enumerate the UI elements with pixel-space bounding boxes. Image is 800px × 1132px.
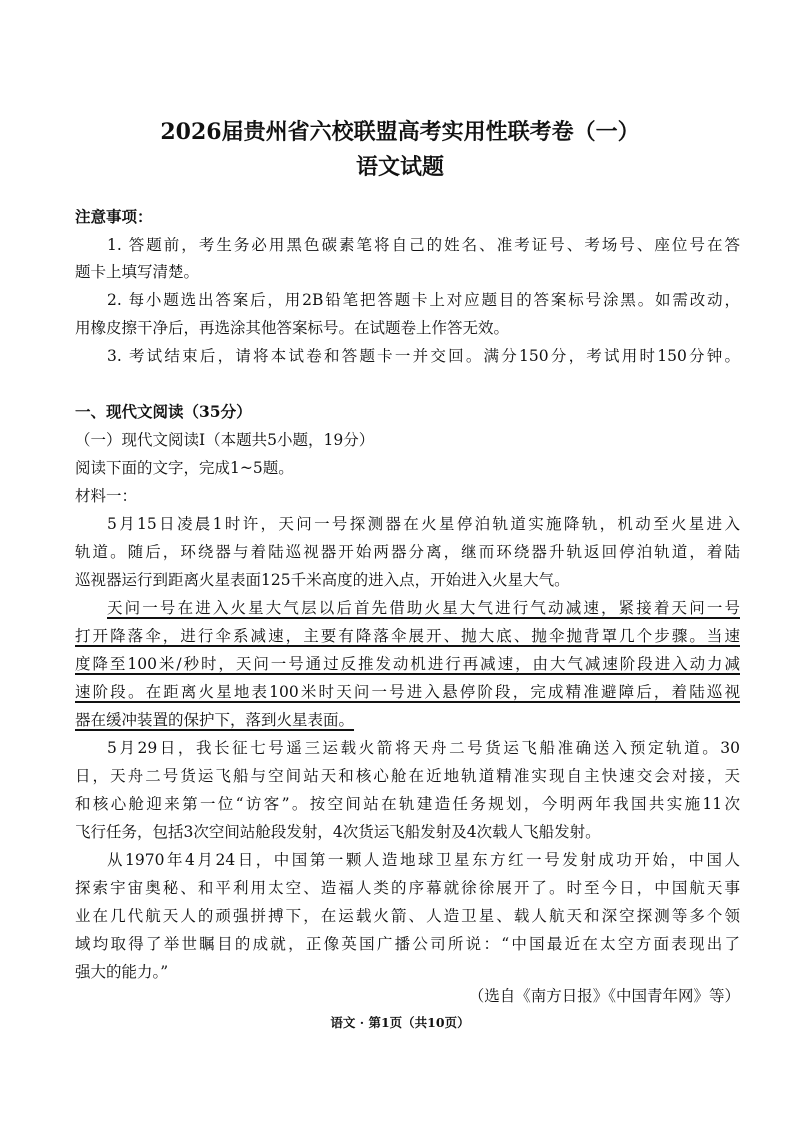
- section-heading: 一、现代文阅读（35分）: [75, 402, 252, 421]
- notes-heading: 注意事项：: [75, 207, 153, 226]
- page-footer: 语文 · 第1页（共10页）: [330, 1015, 470, 1030]
- passage-line: 域均取得了举世瞩目的成就，正像英国广播公司所说：“中国最近在太空方面表现出了: [75, 935, 740, 953]
- underlined-passage-line: 度降至100米/秒时，天问一号通过反推发动机进行再减速，由大气减速阶段进入动力减: [75, 655, 740, 673]
- passage-line: 从1970年4月24日，中国第一颗人造地球卫星东方红一号发射成功开始，中国人: [107, 851, 740, 869]
- underlined-passage-line: 速阶段。在距离火星地表100米时天问一号进入悬停阶段，完成精准避障后，着陆巡视: [75, 683, 740, 701]
- notes-line: 1. 答题前，考生务必用黑色碳素笔将自己的姓名、准考证号、考场号、座位号在答: [107, 236, 740, 254]
- notes-line: 3. 考试结束后，请将本试卷和答题卡一并交回。满分150分，考试用时150分钟。: [107, 347, 740, 365]
- passage-line: 巡视器运行到距离火星表面125千米高度的进入点，开始进入火星大气。: [75, 571, 570, 589]
- reading-instruction: 阅读下面的文字，完成1~5题。: [75, 459, 294, 477]
- exam-subtitle: 语文试题: [355, 154, 444, 180]
- passage-line: 强大的能力。”: [75, 963, 169, 981]
- exam-title: 2026届贵州省六校联盟高考实用性联考卷（一）: [160, 119, 640, 145]
- underlined-passage-line: 器在缓冲装置的保护下，落到火星表面。: [75, 711, 355, 729]
- passage-line: 轨道。随后，环绕器与着陆巡视器开始两器分离，继而环绕器升轨返回停泊轨道，着陆: [75, 543, 740, 561]
- passage-line: 5月29日，我长征七号遥三运载火箭将天舟二号货运飞船准确送入预定轨道。30: [107, 739, 740, 757]
- notes-line: 2. 每小题选出答案后，用2B铅笔把答题卡上对应题目的答案标号涂黑。如需改动，: [107, 291, 740, 309]
- material-label: 材料一：: [75, 487, 138, 505]
- passage-line: 5月15日凌晨1时许，天问一号探测器在火星停泊轨道实施降轨，机动至火星进入: [107, 515, 740, 533]
- passage-line: 飞行任务，包括3次空间站舱段发射，4次货运飞船发射及4次载人飞船发射。: [75, 823, 601, 841]
- notes-line: 题卡上填写清楚。: [75, 263, 200, 281]
- notes-line: 用橡皮擦干净后，再选涂其他答案标号。在试题卷上作答无效。: [75, 319, 510, 337]
- underlined-passage-line: 打开降落伞，进行伞系减速，主要有降落伞展开、抛大底、抛伞抛背罩几个步骤。当速: [75, 627, 740, 645]
- passage-line: 探索宇宙奥秘、和平利用太空、造福人类的序幕就徐徐展开了。时至今日，中国航天事: [75, 879, 740, 897]
- passage-line: 业在几代航天人的顽强拼搏下，在运载火箭、人造卫星、载人航天和深空探测等多个领: [75, 907, 740, 925]
- sub-section-heading: （一）现代文阅读Ⅰ（本题共5小题，19分）: [75, 431, 375, 449]
- source-citation: （选自《南方日报》《中国青年网》等）: [468, 987, 740, 1005]
- passage-line: 日，天舟二号货运飞船与空间站天和核心舱在近地轨道精准实现自主快速交会对接，天: [75, 767, 740, 785]
- underlined-passage-line: 天问一号在进入火星大气层以后首先借助火星大气进行气动减速，紧接着天问一号: [107, 599, 740, 617]
- passage-line: 和核心舱迎来第一位“访客”。按空间站在轨建造任务规划，今明两年我国共实施11次: [75, 795, 740, 813]
